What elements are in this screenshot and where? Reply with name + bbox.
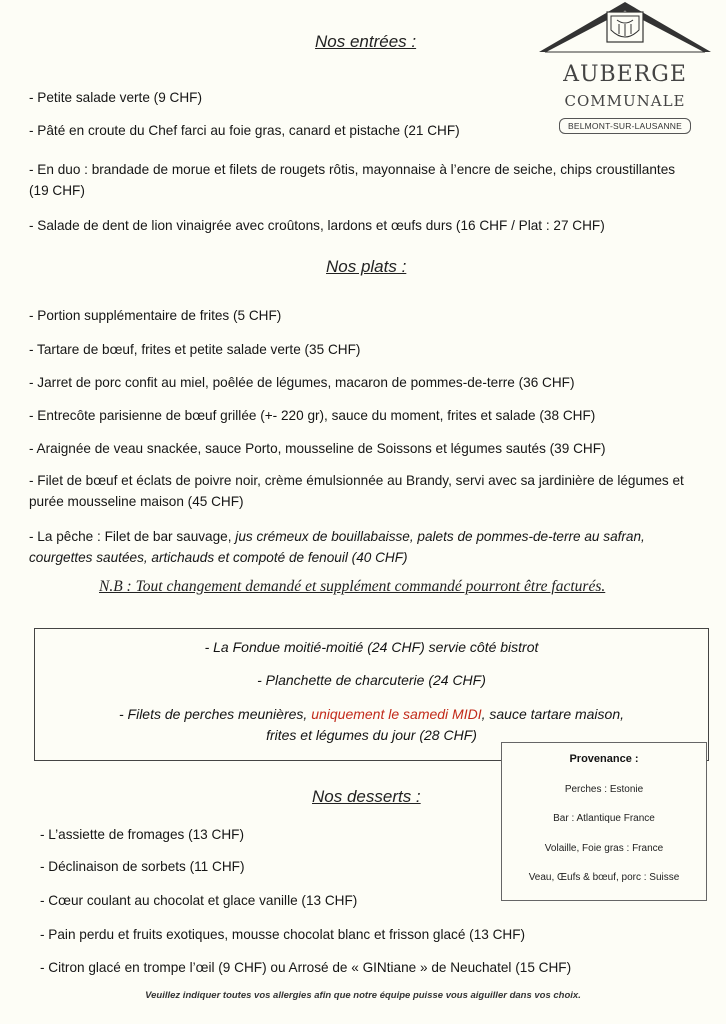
- starter-item: - Salade de dent de lion vinaigrée avec croûtons, lardons et œufs durs (16 CHF / Plat : 27 CHF): [29, 218, 605, 233]
- special-planchette: - Planchette de charcuterie (24 CHF): [257, 672, 486, 688]
- provenance-line: Volaille, Foie gras : France: [544, 843, 664, 854]
- main-item: - Araignée de veau snackée, sauce Porto, mousseline de Soissons et légumes sautés (39 CHF): [29, 441, 606, 456]
- nb-note: N.B : Tout changement demandé et supplément commandé pourront être facturés.: [99, 578, 606, 595]
- inn-roof-icon: [535, 0, 715, 70]
- dessert-item: - Citron glacé en trompe l’œil (9 CHF) ou Arrosé de « GINtiane » de Neuchatel (15 CHF): [40, 960, 572, 975]
- perches-text-b: , sauce tartare maison,: [481, 706, 625, 722]
- main-item: - Jarret de porc confit au miel, poêlée de légumes, macaron de pommes-de-terre (36 CHF): [29, 375, 575, 390]
- provenance-line: Veau, Œufs & bœuf, porc : Suisse: [528, 872, 680, 883]
- logo-subtitle: COMMUNALE: [564, 92, 686, 110]
- allergy-footer: Veuillez indiquer toutes vos allergies afin que notre équipe puisse vous aiguiller dans vos choix.: [145, 990, 581, 1001]
- logo-title: AUBERGE: [563, 62, 687, 87]
- starters-heading: Nos entrées :: [315, 32, 417, 51]
- desserts-heading: Nos desserts :: [312, 787, 421, 806]
- provenance-title: Provenance :: [569, 753, 639, 765]
- dessert-item: - Pain perdu et fruits exotiques, mousse chocolat blanc et frisson glacé (13 CHF): [40, 927, 526, 942]
- dessert-item: - Déclinaison de sorbets (11 CHF): [40, 859, 245, 874]
- mains-heading: Nos plats :: [326, 257, 407, 276]
- main-item: - Portion supplémentaire de frites (5 CHF): [29, 308, 282, 323]
- starter-item: - En duo : brandade de morue et filets de rougets rôtis, mayonnaise à l’encre de seiche, chips croustillantes (19 CHF): [29, 162, 676, 198]
- special-perches: [35, 704, 708, 725]
- fish-prefix: - La pêche : Filet de bar sauvage,: [29, 529, 236, 544]
- main-item-fish: [29, 526, 699, 568]
- perches-text-a: - Filets de perches meunières,: [118, 706, 312, 722]
- auberge-logo: [535, 0, 715, 140]
- special-perches-sides: frites et légumes du jour (28 CHF): [266, 727, 477, 743]
- special-fondue: - La Fondue moitié-moitié (24 CHF) servie côté bistrot: [204, 639, 539, 655]
- dessert-item: - Cœur coulant au chocolat et glace vanille (13 CHF): [40, 893, 358, 908]
- perches-saturday-note: uniquement le samedi MIDI: [311, 706, 482, 722]
- starter-item: - Petite salade verte (9 CHF): [29, 90, 203, 105]
- starter-item: - Pâté en croute du Chef farci au foie gras, canard et pistache (21 CHF): [29, 123, 460, 138]
- fish-description: jus crémeux de bouillabaisse, palets de pommes-de-terre au safran, courgettes sautées, artichauds et compoté de fenouil (40 CHF): [29, 529, 645, 565]
- provenance-line: Perches : Estonie: [564, 784, 644, 795]
- dessert-item: - L’assiette de fromages (13 CHF): [40, 827, 244, 842]
- provenance-line: Bar : Atlantique France: [553, 813, 655, 824]
- main-item: - Tartare de bœuf, frites et petite salade verte (35 CHF): [29, 342, 361, 357]
- provenance-box: [501, 742, 707, 901]
- main-item: - Filet de bœuf et éclats de poivre noir, crème émulsionnée au Brandy, servi avec sa jardinière de légumes et purée mousseline maison (45 CHF): [29, 473, 684, 509]
- main-item: - Entrecôte parisienne de bœuf grillée (+- 220 gr), sauce du moment, frites et salade (38 CHF): [29, 408, 596, 423]
- logo-location: BELMONT-SUR-LAUSANNE: [559, 118, 691, 134]
